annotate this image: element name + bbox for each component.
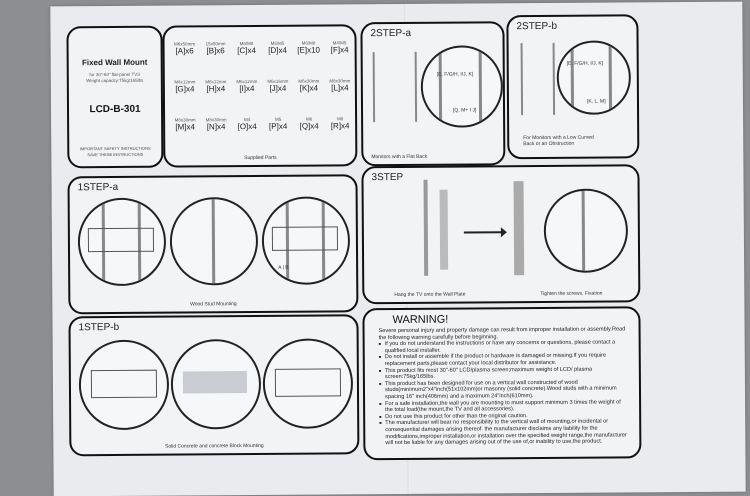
product-title: Fixed Wall Mount (81, 57, 148, 68)
hardware-label: A | B (278, 264, 289, 271)
parts-panel (162, 24, 357, 167)
part-code: [N]x4 (206, 122, 226, 132)
part-item (231, 117, 263, 131)
caption-line: Back or an Obstruction (523, 140, 575, 148)
detail-circle (170, 197, 259, 286)
step-1b-title: 1STEP-b (78, 321, 120, 334)
warning-intro: Severe personal injury and property damage can result from improper installation or assembly.Read the following warning carefully before beginning. (378, 326, 626, 341)
part-spec: M4/M5 (332, 40, 347, 46)
part-code: [K]x4 (299, 83, 319, 93)
part-spec: 15x50mm (205, 41, 226, 47)
part-spec: M6 (305, 116, 313, 122)
part-code: [A]x6 (175, 46, 194, 56)
part-item (169, 41, 201, 55)
part-spec: M6x16mm (267, 78, 289, 84)
product-capacity: Weight capacity:75kg/165lbs (86, 77, 144, 84)
part-code: [O]x4 (237, 121, 257, 132)
model-number: LCD-B-301 (89, 103, 141, 116)
detail-circle (171, 339, 262, 430)
part-item (324, 78, 356, 92)
step-3-caption-1: Hang the TV onto the Wall Plate (394, 291, 466, 299)
part-spec: M8 (336, 116, 344, 122)
part-code: [J]x4 (269, 83, 287, 93)
warning-body (379, 326, 628, 446)
part-item (231, 41, 263, 55)
tv-back-bracket (373, 52, 417, 122)
part-code: [H]x4 (206, 84, 226, 94)
step-1a-panel (67, 174, 358, 314)
part-item (293, 79, 325, 93)
part-code: [E]x10 (297, 45, 320, 55)
part-spec: M4 (243, 117, 251, 123)
part-item (231, 79, 263, 93)
hardware-label: [K, L, M] (586, 98, 606, 105)
part-spec: M6/M8 (301, 40, 316, 46)
part-item (324, 116, 356, 130)
part-code: [C]x4 (237, 45, 256, 56)
part-item (262, 117, 294, 131)
tv-mounted (514, 181, 525, 275)
warning-item: ■ This product has been designed for use on a vertical wall constructed of wood studs(minimum2"x4"inch(51x102mm)or masonry (solid concrete).Wood studs with a minimum spacing 16" inch(406mm) and a maximum 24"inch(610mm). (379, 379, 627, 401)
part-item (262, 79, 294, 93)
warning-item: ■ For a safe installation,the wall you are mounting to must support minimum 3 times the weight of the total load(the mount,the TV and all accessories). (379, 399, 627, 414)
safety-note: IMPORTANT SAFETY INSTRUCTIONS (79, 145, 151, 152)
part-spec: M6x12mm (236, 78, 258, 85)
parts-grid (164, 26, 354, 132)
part-spec: M6x30mm (298, 78, 320, 84)
part-spec: M6x50mm (174, 41, 196, 47)
part-spec: M4x12mm (174, 79, 196, 85)
step-1a-title: 1STEP-a (77, 181, 119, 194)
detail-circle (263, 338, 354, 429)
part-code: [R]x4 (330, 121, 350, 131)
warning-item: ■ If you do not understand the instructions or have any concerns or questions, please contact a qualified local installer. (379, 340, 627, 355)
step-2b-caption (523, 135, 594, 147)
part-item (324, 40, 356, 54)
warning-item: ■ Do not install or assemble if the product or hardware is damaged or missing.If you require replacement parts,please contact your local distributor for assistance. (379, 353, 627, 368)
warning-item: ■ This product fits most 30"-60" LCD/plasma screen;maximum weight of LCD/ plasma screen:75kg/165lbs. (379, 366, 627, 381)
step-3-caption-2: Tighten the screws, Fixation (540, 290, 603, 298)
hardware-label: [Q, M+ I J] (453, 107, 477, 114)
detail-circle (544, 188, 629, 273)
part-item (200, 41, 232, 55)
save-note: SAVE THESE INSTRUCTIONS (87, 151, 144, 158)
part-code: [F]x4 (330, 45, 349, 55)
step-2b-title: 2STEP-b (516, 20, 558, 33)
part-spec: M6x12mm (205, 79, 227, 85)
step-3-panel (361, 164, 640, 304)
part-code: [Q]x4 (299, 121, 319, 131)
warning-title: WARNING! (392, 313, 449, 327)
part-spec: M8x30mm (174, 117, 196, 123)
part-item (293, 41, 325, 55)
part-item (200, 117, 232, 131)
wall-plate (424, 180, 429, 276)
tv-back-bracket (521, 43, 556, 115)
step-1b-caption: Solid Concrete and concrete Block Mounting (165, 442, 264, 450)
part-code: [I]x4 (239, 83, 255, 94)
step-2a-title: 2STEP-a (370, 27, 412, 40)
part-spec: M5/M5 (270, 40, 285, 46)
instruction-sheet (50, 2, 745, 496)
detail-circle (79, 340, 170, 431)
part-code: [L]x4 (331, 83, 349, 93)
part-spec: M5 (274, 116, 282, 122)
part-item (169, 79, 201, 93)
part-code: [B]x6 (206, 46, 225, 56)
part-code: [M]x4 (175, 122, 195, 132)
part-spec: M6/M8 (239, 41, 254, 47)
part-item (200, 79, 232, 93)
part-code: [G]x4 (175, 84, 195, 94)
parts-caption: Supplied Parts (244, 154, 277, 162)
detail-circle (557, 40, 632, 115)
part-spec: M8x30mm (205, 117, 227, 123)
warning-item: ■ Do not use this product for other than the original caution. (379, 412, 627, 420)
step-2a-panel (360, 21, 505, 166)
warning-item: ■ The manufacturer will bear no responsibility to the vertical wall of mounting,or incidental or consequential damages arising thereof. the manufacturer disclaims any liability for the modifications,improper installation,or installation over the specified weight range,the manufacturer will not be liable for any damages arising out of the use of,or inability to use,the product. (379, 419, 627, 447)
step-2a-caption: Monitors with a Flat Back (371, 153, 428, 161)
tv-panel (440, 190, 449, 270)
hardware-label: [E, F/G/H, I/J, K] (566, 60, 604, 67)
step-1b-panel (68, 314, 359, 456)
cover-panel (66, 26, 163, 169)
warning-panel (362, 306, 641, 460)
hardware-label: [E, F/G/H, I/J, K] (436, 71, 474, 78)
part-spec: M8x30mm (329, 78, 351, 84)
part-item (293, 117, 325, 131)
part-item (262, 41, 294, 55)
arrow-right-icon (464, 231, 502, 233)
step-3-title: 3STEP (371, 171, 404, 184)
part-item (169, 117, 201, 131)
detail-circle (262, 196, 351, 285)
part-code: [D]x4 (268, 45, 287, 55)
step-1a-caption: Wood Stud Mounting (190, 301, 237, 308)
caption-line: For Monitors with a Low Curved (523, 134, 594, 142)
part-code: [P]x4 (268, 121, 288, 131)
step-2b-panel (506, 14, 639, 159)
detail-circle (78, 198, 167, 287)
product-size: for 30"-60" flat-panel TVS (89, 71, 141, 78)
detail-circle (421, 45, 504, 128)
